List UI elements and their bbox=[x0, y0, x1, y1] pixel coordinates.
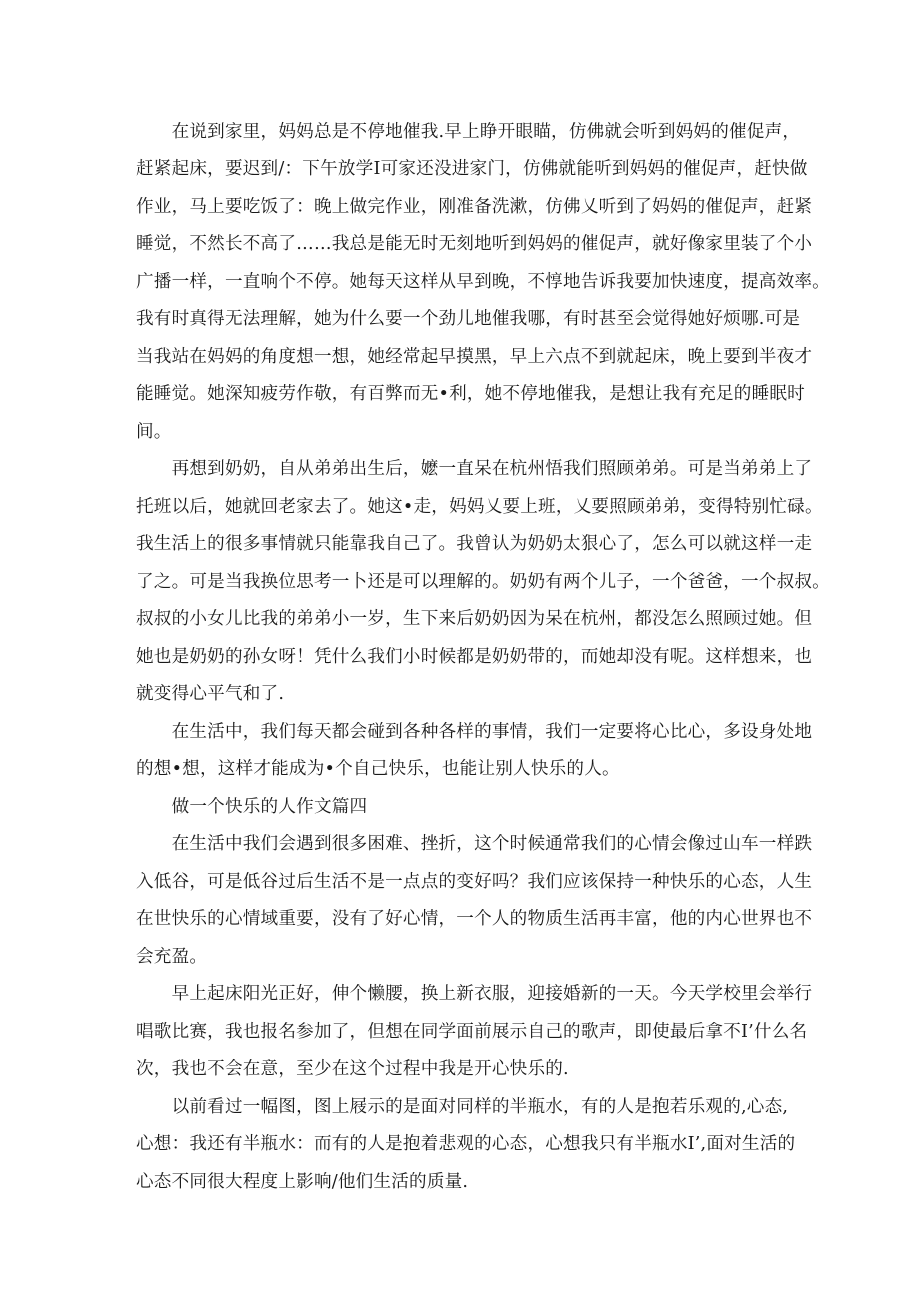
text-line: 会充盈。 bbox=[136, 947, 208, 967]
text-line: 广播一样，一直响个不停。她每天这样从早到晚，不惇地告诉我要加快速度，提高效率。 bbox=[136, 272, 830, 292]
text-line: 在世快乐的心情域重要，没有了好心情，一个人的物质生活再丰富，他的内心世界也不 bbox=[136, 909, 813, 929]
text-line: 赶紧起床，要迟到/：下午放学I可家还没进家门，仿佛就能听到妈妈的催促声，赶快做 bbox=[136, 159, 808, 179]
text-line: 能睡觉。她深知疲劳作敬，有百弊而无•利，她不停地催我，是想让我有充足的睡眠时 bbox=[136, 384, 805, 404]
text-line: 的想•想，这样才能成为•个自己快乐，也能让别人快乐的人。 bbox=[136, 759, 620, 779]
text-line: 睡觉，不然长不高了……我总是能无时无刻地听到妈妈的催促声，就好像家里装了个小 bbox=[136, 234, 813, 254]
text-line: 再想到奶奶，自从弟弟出生后，嬷一直呆在杭州悟我们照顾弟弟。可是当弟弟上了 bbox=[136, 459, 813, 479]
text-line: 作业，马上要吃饭了：晚上做完作业，刚准备洗漱，仿佛乂听到了妈妈的催促声，赶紧 bbox=[136, 197, 813, 217]
text-line: 在生活中，我们每天都会碰到各种各样的事情，我们一定要将心比心，多设身处地 bbox=[136, 722, 813, 742]
text-line: 早上起床阳光正好，伸个懒腰，换上新衣服，迎接婚新的一天。今天学校里会举行 bbox=[136, 984, 813, 1004]
text-line: 在生活中我们会遇到很多困难、挫折，这个时候通常我们的心情会像过山车一样跌 bbox=[136, 834, 813, 854]
section-heading: 做一个快乐的人作文篇四 bbox=[136, 797, 368, 817]
text-line: 间。 bbox=[136, 422, 172, 442]
text-line: 入低谷，可是低谷过后生活不是一点点的变好吗？我们应该保持一种快乐的心态，人生 bbox=[136, 872, 813, 892]
text-line: 托班以后，她就回老家去了。她这•走，妈妈乂要上班，乂要照顾弟弟，变得特别忙碌。 bbox=[136, 497, 823, 517]
text-line: 次，我也不会在意，至少在这个过程中我是开心快乐的. bbox=[136, 1059, 569, 1079]
text-line: 唱歌比赛，我也报名参加了，但想在同学面前展示自己的歌声，即使最后拿不I’什么名 bbox=[136, 1022, 808, 1042]
text-line: 就变得心平气和了. bbox=[136, 684, 285, 704]
text-line: 了之。可是当我换位思考一卜还是可以理解的。奶奶有两个儿子，一个爸爸，一个叔叔。 bbox=[136, 572, 830, 592]
text-line: 我有时真得无法理解，她为什么要一个劲儿地催我哪，有时甚至会觉得她好烦哪.可是 bbox=[136, 309, 801, 329]
text-line: 她也是奶奶的孙女呀！凭什么我们小时候都是奶奶带的，而她却没有呢。这样想来，也 bbox=[136, 647, 813, 667]
text-line: 当我站在妈妈的角度想一想，她经常起早摸黑，早上六点不到就起床，晚上要到半夜才 bbox=[136, 347, 813, 367]
text-line: 在说到家里，妈妈总是不停地催我.早上睁开眼瞄，仿佛就会听到妈妈的催促声， bbox=[136, 122, 801, 142]
text-line: 心想：我还有半瓶水：而有的人是抱着悲观的心态，心想我只有半瓶水I’,面对生活的 bbox=[136, 1134, 796, 1154]
text-line: 我生活上的很多事情就只能靠我自己了。我曾认为奶奶太狠心了，怎么可以就这样一走 bbox=[136, 534, 813, 554]
text-line: 叔叔的小女儿比我的弟弟小一岁，生下来后奶奶因为呆在杭州，都没怎么照顾过她。但 bbox=[136, 609, 813, 629]
text-line: 心态不同很大程度上影响/他们生活的质量. bbox=[136, 1172, 469, 1192]
text-line: 以前看过一幅图，图上屐示的是面对同样的半瓶水，有的人是抱若乐观的,心态, bbox=[136, 1097, 789, 1117]
